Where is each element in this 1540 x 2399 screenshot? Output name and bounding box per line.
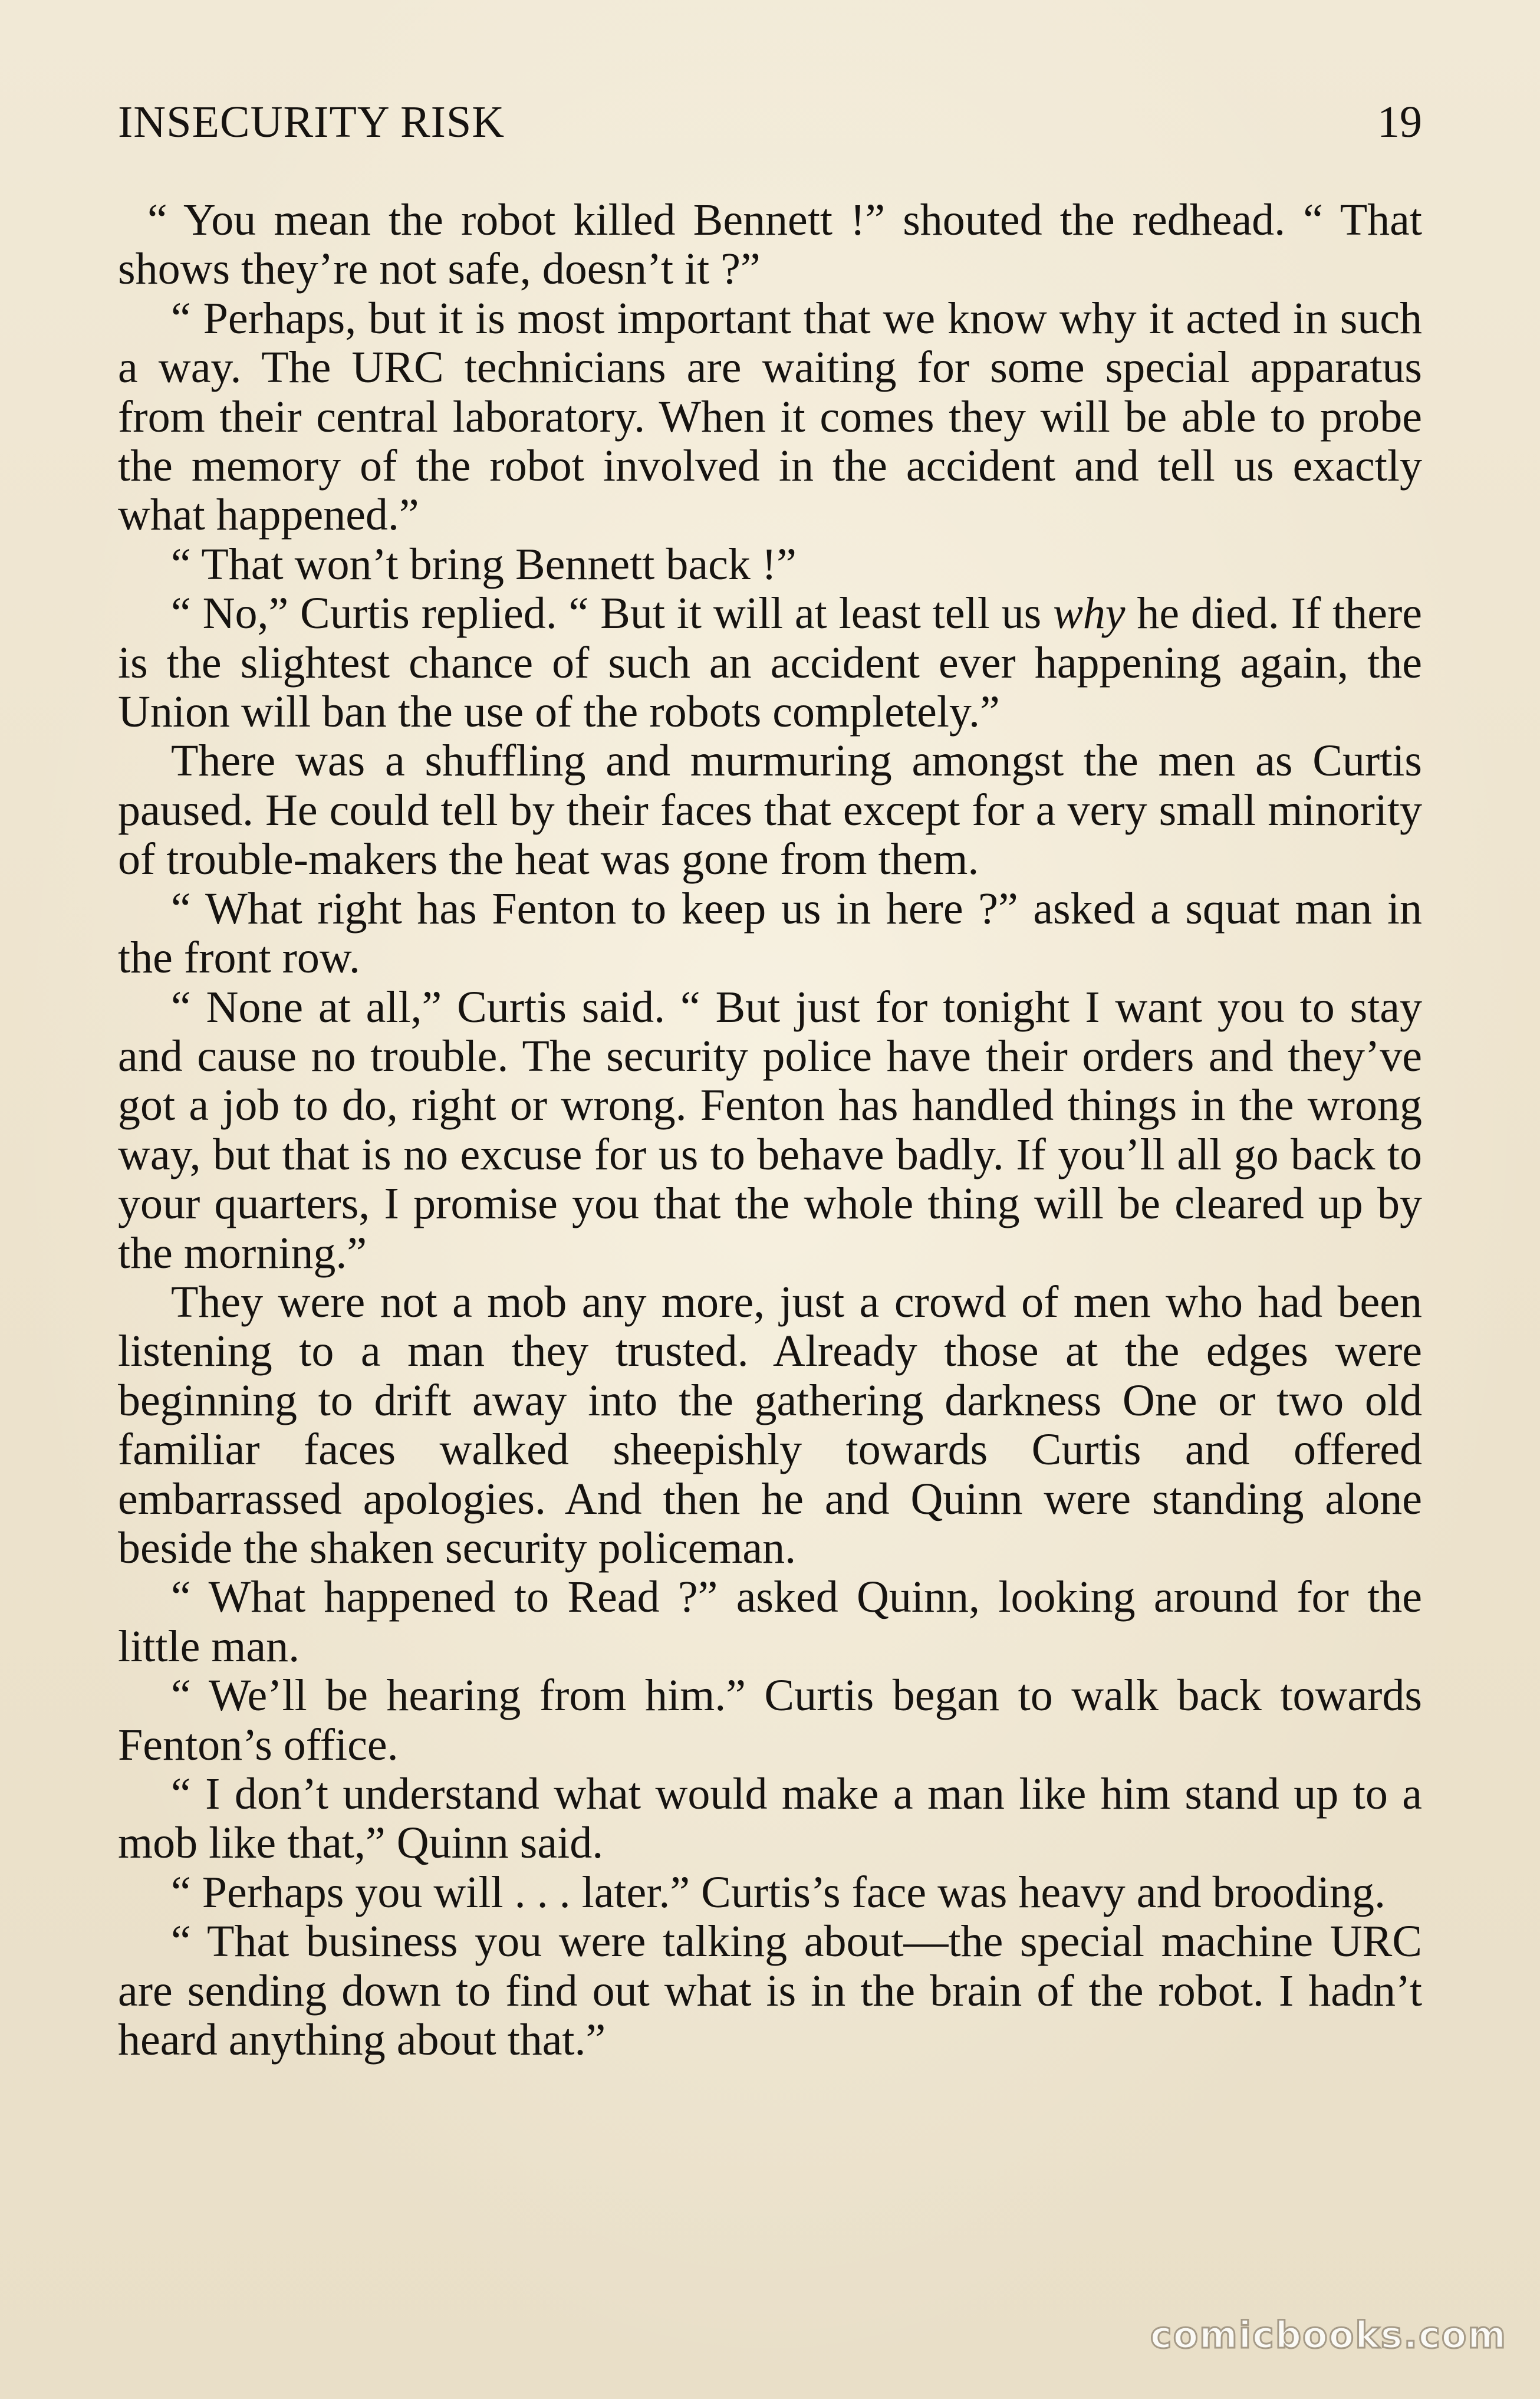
paragraph: “ I don’t understand what would make a man like him stand up to a mob like that,” Quinn said. [118,1769,1422,1868]
paragraph: They were not a mob any more, just a crowd of men who had been listening to a man they trusted. Already those at the edges were beginning to drift away into the gathering darkness One or two old familiar faces walked sheepishly towards Curtis and offered embarrassed apologies. And then he and Quinn were standing alone beside the shaken security policeman. [118,1277,1422,1573]
page-number: 19 [1377,97,1422,147]
paragraph: “ What right has Fenton to keep us in here ?” asked a squat man in the front row. [118,883,1422,983]
chapter-title: INSECURITY RISK [118,97,505,147]
watermark-logo: comicbooks.com [1150,2313,1507,2357]
paragraph: “ No,” Curtis replied. “ But it will at least tell us why he died. If there is the slightest chance of such an accident ever happening again, the Union will ban the use of the robots completely.” [118,589,1422,737]
body-text [118,196,1422,2065]
paragraph: “ That won’t bring Bennett back !” [171,539,797,589]
paragraph: “ That business you were talking about—the special machine URC are sending down to find out what is in the brain of the robot. I hadn’t heard anything about that.” [118,1917,1422,2065]
paragraph: There was a shuffling and murmuring amongst the men as Curtis paused. He could tell by their faces that except for a very small minority of trouble-makers the heat was gone from them. [118,736,1422,885]
paragraph: “ You mean the robot killed Bennett !” shouted the redhead. “ That shows they’re not safe, doesn’t it ?” [118,195,1422,294]
paragraph: “ Perhaps, but it is most important that we know why it acted in such a way. The URC technicians are waiting for some special apparatus from their central laboratory. When it comes they will be able to probe the memory of the robot involved in the accident and tell us exactly what happened.” [118,293,1422,540]
paragraph: “ None at all,” Curtis said. “ But just for tonight I want you to stay and cause no trouble. The security police have their orders and they’ve got a job to do, right or wrong. Fenton has handled things in the wrong way, but that is no excuse for us to behave badly. If you’ll all go back to your quarters, I promise you that the whole thing will be cleared up by the morning.” [118,982,1422,1278]
running-head [118,90,1422,155]
paragraph: “ We’ll be hearing from him.” Curtis began to walk back towards Fenton’s office. [118,1671,1422,1770]
emphasis-why: why [1053,589,1126,639]
paragraph: “ What happened to Read ?” asked Quinn, looking around for the little man. [118,1572,1422,1671]
paragraph: “ Perhaps you will . . . later.” Curtis’s face was heavy and brooding. [171,1867,1386,1917]
